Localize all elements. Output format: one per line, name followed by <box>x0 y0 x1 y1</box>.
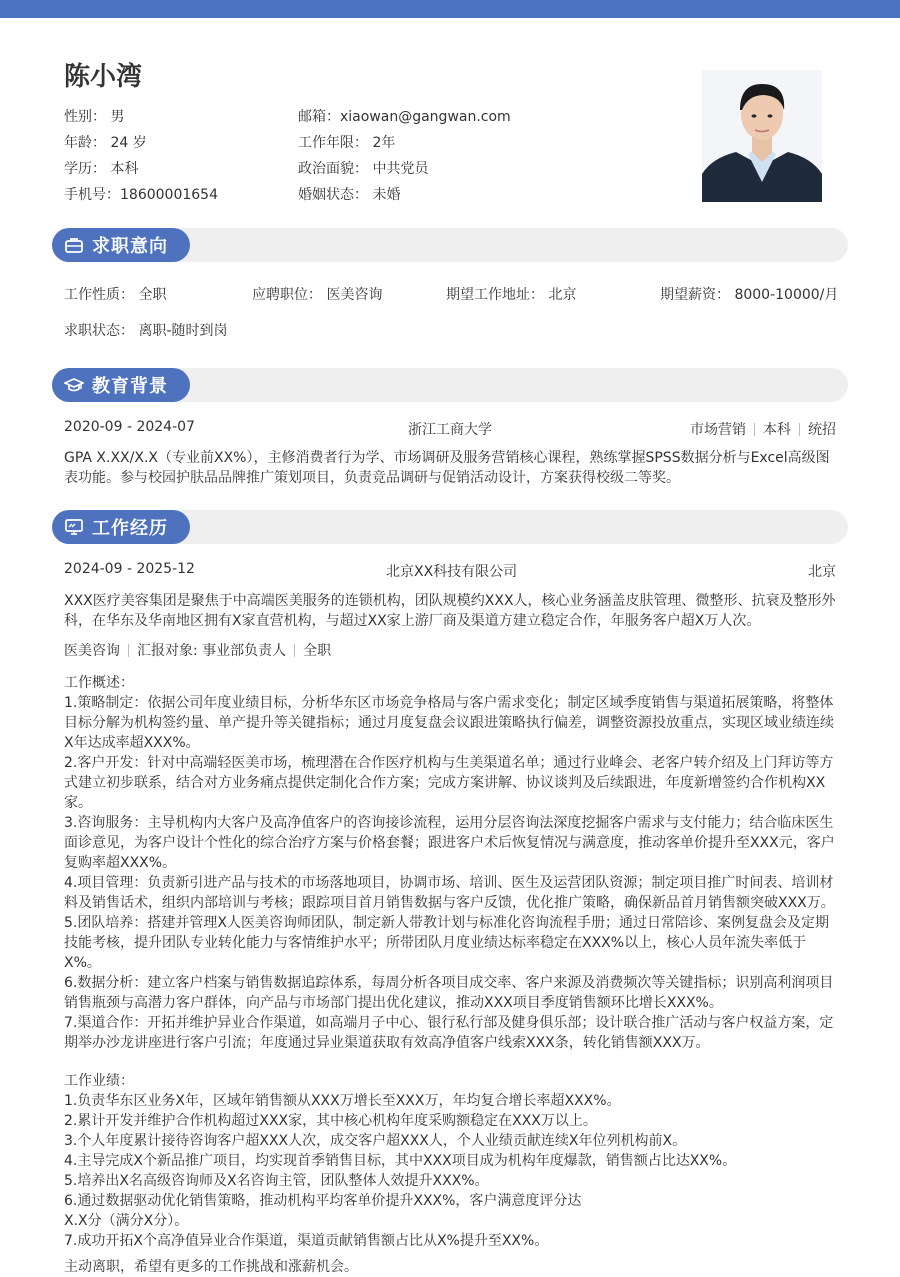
achievement-item: 4.主导完成X个新品推广项目，均实现首季销售目标，其中XXX项目成为机构年度爆款，销售额占比达XX%。 <box>64 1153 737 1169</box>
phone: 手机号：18600001654 <box>64 187 218 203</box>
intent-salary: 期望薪资： 8000-10000/月 <box>660 287 839 303</box>
divider <box>799 423 800 436</box>
candidate-name: 陈小湾 <box>64 62 143 92</box>
education-degree: 本科 <box>763 422 791 438</box>
marital-status: 婚姻状态： 未婚 <box>298 187 401 203</box>
overview-item: 6.数据分析：建立客户档案与销售数据追踪体系，每周分析各项目成交率、客户来源及消费频次等关键指标；识别高利润项目销售瓶颈与高潜力客户群体，向产品与市场部门提出优化建议，推动XXX项目季度销售额环比增长XXX%。 <box>64 975 834 1011</box>
divider <box>754 423 755 436</box>
work-period: 2024-09 - 2025-12 <box>64 561 195 577</box>
monitor-icon <box>64 517 84 537</box>
achievement-item: 3.个人年度累计接待咨询客户超XXX人次，成交客户超XXX人，个人业绩贡献连续X年位列机构前X。 <box>64 1133 687 1149</box>
company-description: XXX医疗美容集团是聚焦于中高端医美服务的连锁机构，团队规模约XXX人，核心业务涵盖皮肤管理、微整形、抗衰及整形外科，在华东及华南地区拥有X家直营机构，与超过XX家上游厂商及渠道方建立稳定合作，年服务客户超X万人次。 <box>64 593 836 629</box>
education-major: 市场营销 <box>690 422 746 438</box>
leave-reason: 主动离职，希望有更多的工作挑战和涨薪机会。 <box>64 1259 358 1275</box>
work-tags <box>64 640 331 660</box>
achievement-title: 工作业绩： <box>64 1073 134 1089</box>
work-company: 北京XX科技有限公司 <box>386 564 518 580</box>
section-header-work <box>52 510 190 544</box>
section-title-work: 工作经历 <box>92 518 168 539</box>
education-period: 2020-09 - 2024-07 <box>64 419 195 435</box>
profile-photo <box>702 70 822 202</box>
briefcase-icon <box>64 235 84 255</box>
education-level: 学历： 本科 <box>64 161 139 177</box>
section-title-education: 教育背景 <box>92 376 168 397</box>
intent-location: 期望工作地址： 北京 <box>446 287 577 303</box>
education-school: 浙江工商大学 <box>408 422 492 438</box>
work-tag-type: 全职 <box>303 643 332 659</box>
overview-item: 2.客户开发：针对中高端轻医美市场，梳理潜在合作医疗机构与生美渠道名单；通过行业峰会、老客户转介绍及上门拜访等方式建立初步联系，结合对方业务痛点提供定制化合作方案；完成方案讲解、协议谈判及后续跟进，年度新增签约合作机构XX家。 <box>64 755 834 811</box>
section-title-intent: 求职意向 <box>92 236 168 257</box>
divider <box>128 644 129 657</box>
education-tags <box>690 419 836 439</box>
work-tag-report: 汇报对象: 事业部负责人 <box>137 643 287 659</box>
overview-title: 工作概述： <box>64 675 134 691</box>
work-achievements <box>64 1071 836 1251</box>
achievement-item: 2.累计开发并维护合作机构超过XXX家，其中核心机构年度采购额稳定在XXX万以上。 <box>64 1113 597 1129</box>
intent-type: 工作性质： 全职 <box>64 287 167 303</box>
achievement-item: 7.成功开拓X个高净值异业合作渠道，渠道贡献销售额占比从X%提升至XX%。 <box>64 1233 549 1249</box>
overview-item: 5.团队培养：搭建并管理X人医美咨询师团队，制定新人带教计划与标准化咨询流程手册；通过日常陪诊、案例复盘会及定期技能考核，提升团队专业转化能力与客情维护水平；所带团队月度业绩达标率稳定在XXX%以上，核心人员年流失率低于X%。 <box>64 915 829 971</box>
work-city: 北京 <box>808 564 836 580</box>
work-years: 工作年限： 2年 <box>298 135 396 151</box>
achievement-item: 6.通过数据驱动优化销售策略，推动机构平均客单价提升XXX%，客户满意度评分达 <box>64 1193 582 1209</box>
overview-item: 3.咨询服务：主导机构内大客户及高净值客户的咨询接诊流程，运用分层咨询法深度挖掘客户需求与支付能力；结合临床医生面诊意见，为客户设计个性化的综合治疗方案与价格套餐；跟进客户术后恢复情况与满意度，推动客单价提升至XXX元，客户复购率超XXX%。 <box>64 815 835 871</box>
graduation-cap-icon <box>64 375 84 395</box>
work-tag-field: 医美咨询 <box>64 643 120 659</box>
section-header-intent <box>52 228 190 262</box>
work-overview <box>64 673 836 1053</box>
intent-position: 应聘职位： 医美咨询 <box>252 287 383 303</box>
divider <box>294 644 295 657</box>
section-header-education <box>52 368 190 402</box>
political-status: 政治面貌： 中共党员 <box>298 161 429 177</box>
age: 年龄： 24 岁 <box>64 135 147 151</box>
intent-status: 求职状态： 离职-随时到岗 <box>64 323 228 339</box>
email: 邮箱：xiaowan@gangwan.com <box>298 109 511 125</box>
education-mode: 统招 <box>808 422 836 438</box>
overview-item: 1.策略制定：依据公司年度业绩目标，分析华东区市场竞争格局与客户需求变化；制定区域季度销售与渠道拓展策略，将整体目标分解为机构签约量、单产提升等关键指标；通过月度复盘会议跟进策略执行偏差，调整资源投放重点，实现区域业绩连续X年达成率超XXX%。 <box>64 695 834 751</box>
achievement-item: 1.负责华东区业务X年，区域年销售额从XXX万增长至XXX万，年均复合增长率超XXX%。 <box>64 1093 621 1109</box>
achievement-item: 5.培养出X名高级咨询师及X名咨询主管，团队整体人效提升XXX%。 <box>64 1173 489 1189</box>
top-accent-bar <box>0 0 900 18</box>
education-description: GPA X.XX/X.X（专业前XX%），主修消费者行为学、市场调研及服务营销核心课程，熟练掌握SPSS数据分析与Excel高级图表功能。参与校园护肤品品牌推广策划项目，负责竞品调研与促销活动设计，方案获得校级二等奖。 <box>64 450 830 486</box>
gender: 性别： 男 <box>64 109 125 125</box>
overview-item: 7.渠道合作：开拓并维护异业合作渠道，如高端月子中心、银行私行部及健身俱乐部；设计联合推广活动与客户权益方案，定期举办沙龙讲座进行客户引流；年度通过异业渠道获取有效高净值客户线索XXX条，转化销售额XXX万。 <box>64 1015 834 1051</box>
overview-item: 4.项目管理：负责新引进产品与技术的市场落地项目，协调市场、培训、医生及运营团队资源；制定项目推广时间表、培训材料及销售话术，组织内部培训与考核；跟踪项目首月销售数据与客户反馈，优化推广策略，确保新品首月销售额突破XXX万。 <box>64 875 835 911</box>
achievement-item: X.X分（满分X分）。 <box>64 1213 189 1229</box>
